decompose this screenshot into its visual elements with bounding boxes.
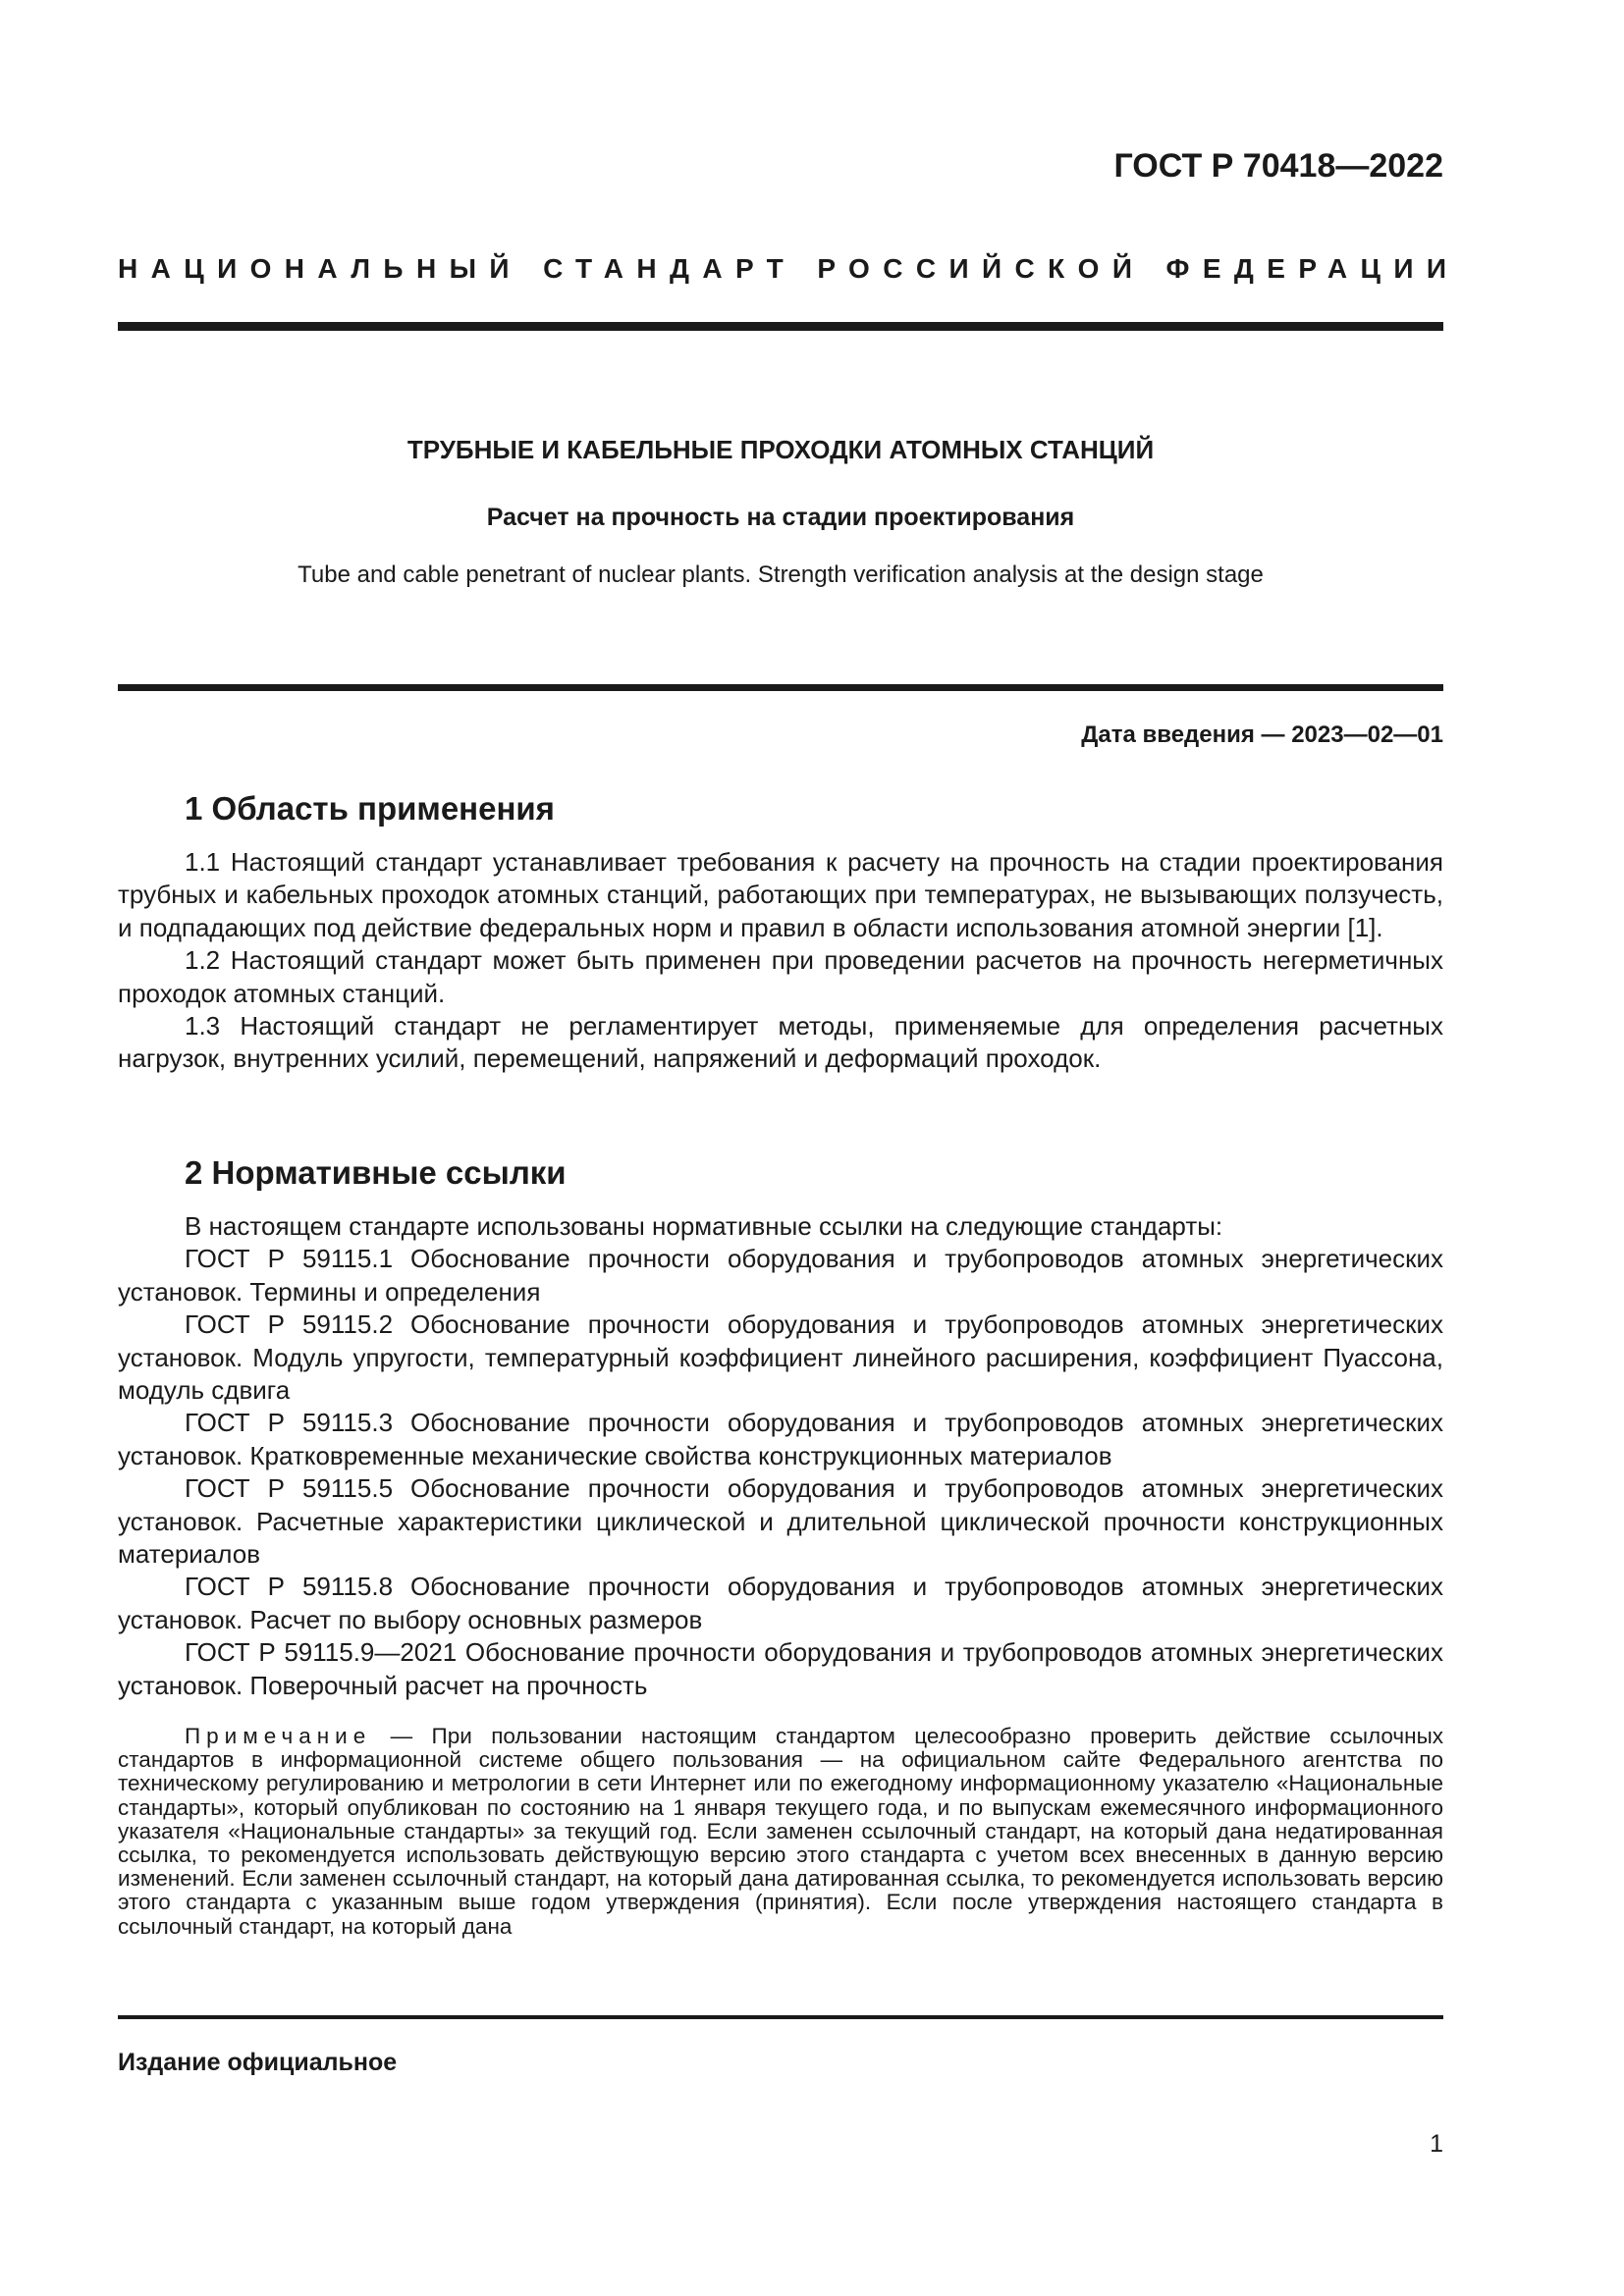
title-divider	[118, 684, 1443, 691]
reference-item: ГОСТ Р 59115.5 Обоснование прочности оборудования и трубопроводов атомных энергетических установок. Расчетные характеристики циклической и длительной циклической прочности конструкционных материалов	[118, 1473, 1443, 1570]
paragraph-1-2: 1.2 Настоящий стандарт может быть применен при проведении расчетов на прочность негерметичных проходок атомных станций.	[118, 945, 1443, 1008]
national-standard-banner: НАЦИОНАЛЬНЫЙ СТАНДАРТ РОССИЙСКОЙ ФЕДЕРАЦИИ	[118, 253, 1460, 284]
footer-divider	[118, 2015, 1443, 2019]
page-number: 1	[1430, 2130, 1443, 2158]
references-intro: В настоящем стандарте использованы нормативные ссылки на следующие стандарты:	[185, 1211, 1223, 1241]
section-1-body	[118, 846, 1443, 1076]
reference-item: ГОСТ Р 59115.8 Обоснование прочности оборудования и трубопроводов атомных энергетических установок. Расчет по выбору основных размеров	[118, 1572, 1443, 1634]
note-label: Примечание	[185, 1724, 372, 1748]
top-divider	[118, 322, 1443, 331]
document-title: ТРУБНЫЕ И КАБЕЛЬНЫЕ ПРОХОДКИ АТОМНЫХ СТАНЦИЙ	[406, 435, 1155, 464]
section-2-body	[118, 1210, 1443, 1702]
english-title: Tube and cable penetrant of nuclear plants. Strength verification analysis at the design stage	[298, 561, 1264, 588]
reference-item: ГОСТ Р 59115.2 Обоснование прочности оборудования и трубопроводов атомных энергетических установок. Модуль упругости, температурный коэффициент линейного расширения, коэффициент Пуассона, модуль сдвига	[118, 1309, 1443, 1406]
section-2-heading: 2 Нормативные ссылки	[185, 1154, 567, 1191]
reference-item: ГОСТ Р 59115.3 Обоснование прочности оборудования и трубопроводов атомных энергетических установок. Кратковременные механические свойства конструкционных материалов	[118, 1408, 1443, 1470]
paragraph-1-1: 1.1 Настоящий стандарт устанавливает требования к расчету на прочность на стадии проектирования трубных и кабельных проходок атомных станций, работающих при температурах, не вызывающих ползучесть, и подпадающих под действие федеральных норм и правил в области использования атомной энергии [1].	[118, 847, 1443, 942]
introduction-date: Дата введения — 2023—02—01	[1081, 721, 1443, 748]
document-number: ГОСТ Р 70418—2022	[1113, 147, 1443, 185]
reference-item: ГОСТ Р 59115.9—2021 Обоснование прочности оборудования и трубопроводов атомных энергетических установок. Поверочный расчет на прочность	[118, 1637, 1443, 1700]
reference-item: ГОСТ Р 59115.1 Обоснование прочности оборудования и трубопроводов атомных энергетических установок. Термины и определения	[118, 1244, 1443, 1307]
official-edition-label: Издание официальное	[118, 2049, 398, 2076]
document-subtitle: Расчет на прочность на стадии проектирования	[486, 504, 1075, 531]
section-1-heading: 1 Область применения	[185, 790, 555, 827]
note-block	[118, 1725, 1443, 1939]
paragraph-1-3: 1.3 Настоящий стандарт не регламентирует методы, применяемые для определения расчетных нагрузок, внутренних усилий, перемещений, напряжений и деформаций проходок.	[118, 1011, 1443, 1074]
note-text: — При пользовании настоящим стандартом целесообразно проверить действие ссылочных стандартов в информационной системе общего пользования — на официальном сайте Федерального агентства по техническому регулированию и метрологии в сети Интернет или по ежегодному информационному указателю «Национальные стандарты», который опубликован по состоянию на 1 января текущего года, и по выпускам ежемесячного информационного указателя «Национальные стандарты» за текущий год. Если заменен ссылочный стандарт, на который дана недатированная ссылка, то рекомендуется использовать действующую версию этого стандарта с учетом всех внесенных в данную версию изменений. Если заменен ссылочный стандарт, на который дана датированная ссылка, то рекомендуется использовать версию этого стандарта с указанным выше годом утверждения (принятия). Если после утверждения настоящего стандарта в ссылочный стандарт, на который дана	[118, 1724, 1443, 1939]
